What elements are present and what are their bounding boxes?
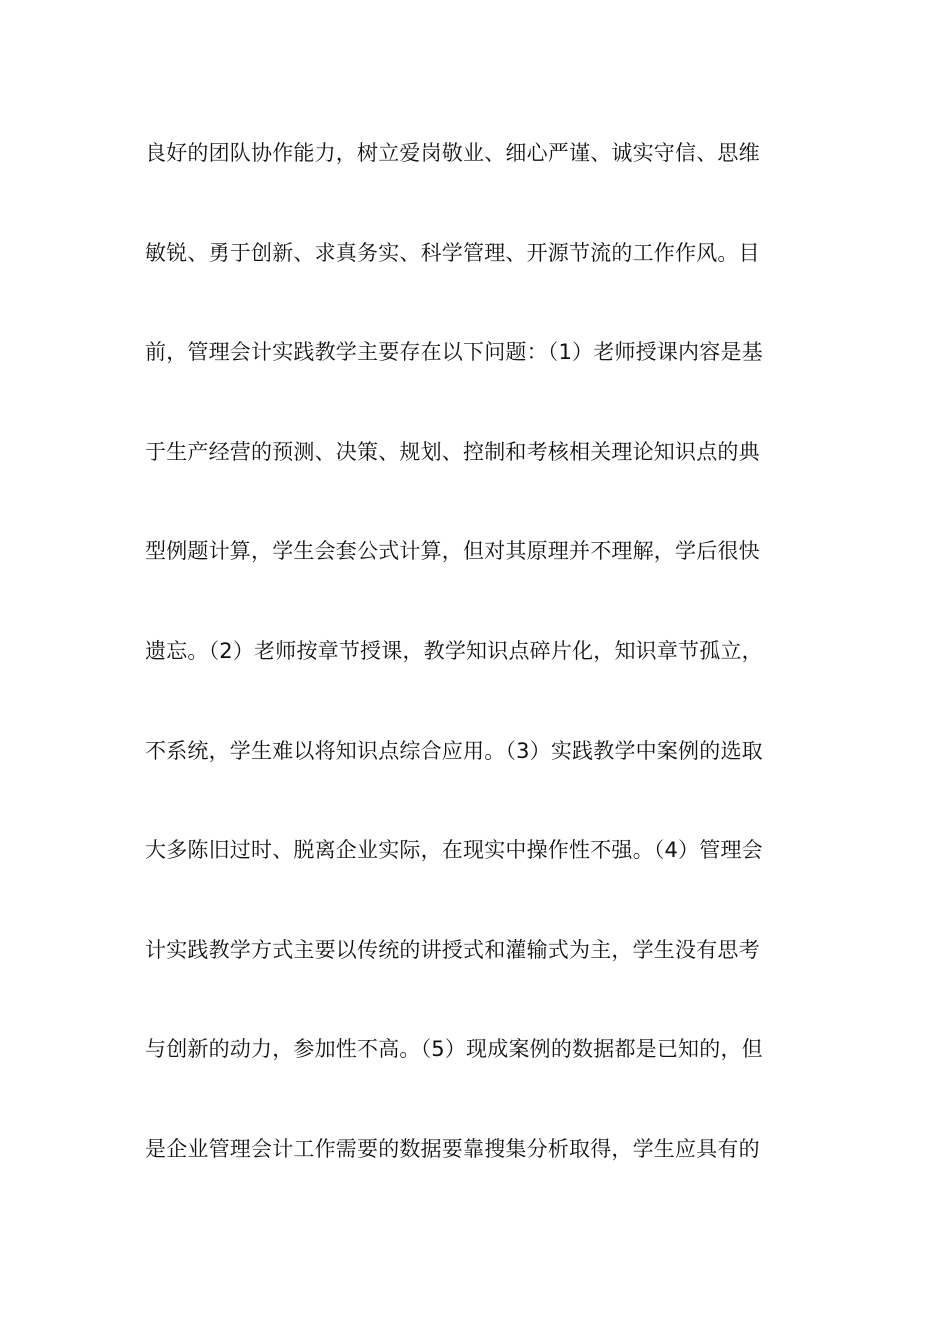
text-line: 敏锐、勇于创新、求真务实、科学管理、开源节流的工作作风。目 — [145, 240, 760, 265]
text-line: 与创新的动力，参加性不高。（5）现成案例的数据都是已知的，但 — [145, 1037, 763, 1062]
text-line: 计实践教学方式主要以传统的讲授式和灌输式为主，学生没有思考 — [145, 937, 760, 962]
text-line: 不系统，学生难以将知识点综合应用。（3）实践教学中案例的选取 — [145, 738, 763, 763]
text-line: 大多陈旧过时、脱离企业实际，在现实中操作性不强。（4）管理会 — [145, 838, 763, 863]
text-line: 良好的团队协作能力，树立爱岗敬业、细心严谨、诚实守信、思维 — [145, 141, 760, 165]
text-line: 是企业管理会计工作需要的数据要靠搜集分析取得，学生应具有的 — [145, 1136, 760, 1161]
text-line: 遗忘。（2）老师按章节授课，教学知识点碎片化，知识章节孤立， — [145, 638, 763, 663]
body-paragraph — [145, 133, 815, 1229]
text-line: 型例题计算，学生会套公式计算，但对其原理并不理解，学后很快 — [145, 539, 760, 564]
text-line: 于生产经营的预测、决策、规划、控制和考核相关理论知识点的典 — [145, 439, 760, 464]
text-line: 前，管理会计实践教学主要存在以下问题：（1）老师授课内容是基 — [145, 340, 763, 365]
